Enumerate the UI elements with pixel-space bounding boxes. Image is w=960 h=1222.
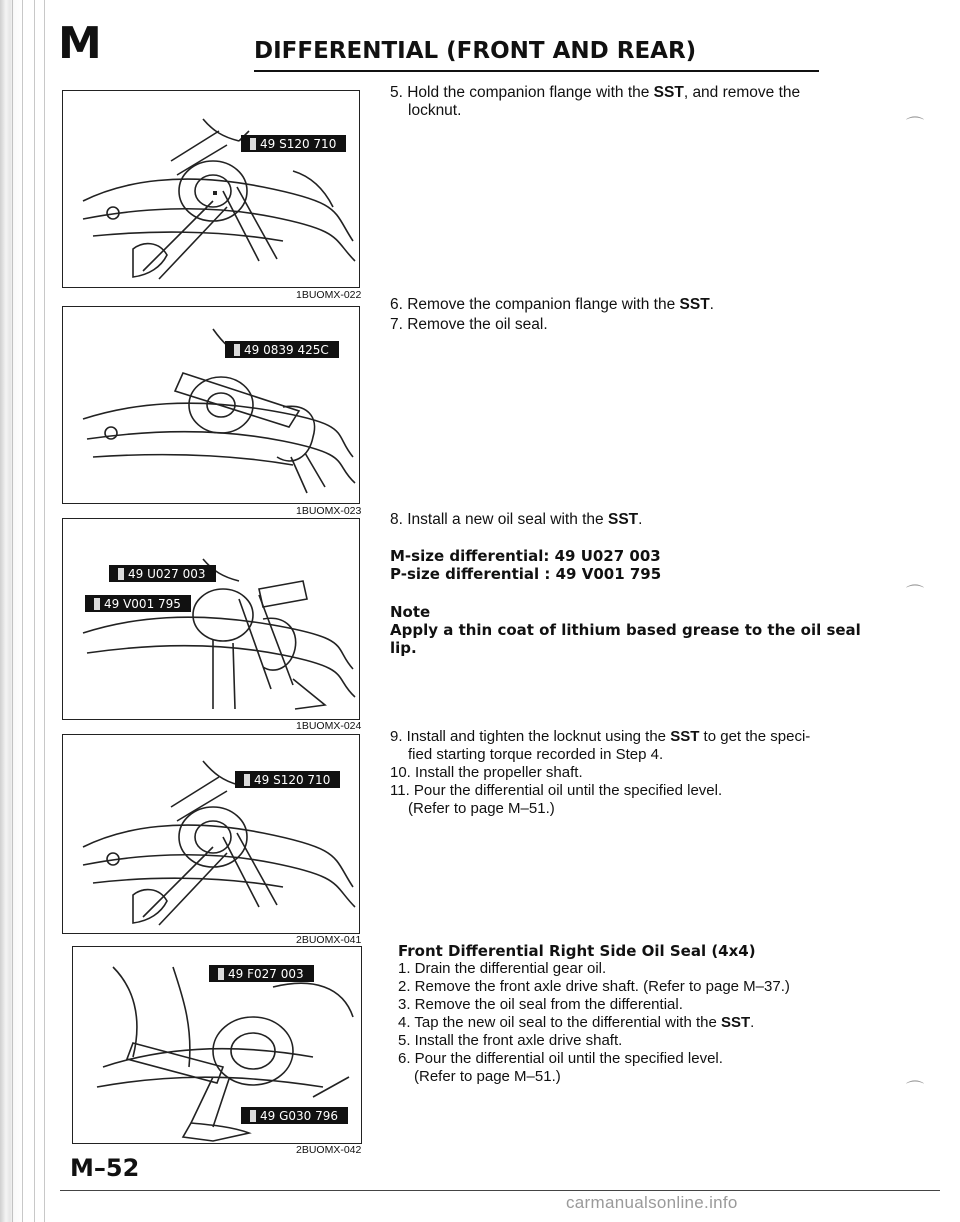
locknut-tightening-illustration [63,735,359,933]
note-label: Note [390,603,431,621]
sst-tag: 49 S120 710 [235,771,340,788]
page-title: DIFFERENTIAL (FRONT AND REAR) [254,38,697,64]
margin-mark: ⌒ [906,1080,924,1100]
binding-line [12,0,13,1222]
binding-line [34,0,35,1222]
step-8: 8. Install a new oil seal with the SST. M-size differential: 49 U027 003 P-size differential : 49 V001 795 Note Apply a thin coat of lithium based grease to the oil seal lip. [390,511,861,657]
figure-companion-flange-locknut [62,90,360,288]
figure-code: 2BUOMX-042 [296,1144,362,1156]
flange-remover-illustration [63,307,359,503]
section-letter: M [58,18,100,69]
m-size-tool: M-size differential: 49 U027 003 [390,547,661,565]
sst-tag: 49 S120 710 [241,135,346,152]
watermark: carmanualsonline.info [566,1193,738,1212]
page-number: M–52 [70,1154,140,1182]
figure-front-oil-seal [72,946,362,1144]
figure-companion-flange-remover [62,306,360,504]
title-rule [254,70,819,72]
binding-line [22,0,23,1222]
note-text: lip. [390,639,417,657]
binding-line [44,0,45,1222]
sst-tag: 49 V001 795 [85,595,191,612]
sst-tag: 49 F027 003 [209,965,314,982]
sst-tag: 49 G030 796 [241,1107,348,1124]
figure-code: 2BUOMX-041 [296,934,362,946]
flange-holder-illustration [63,91,359,287]
oil-seal-installer-illustration [63,519,359,719]
p-size-tool: P-size differential : 49 V001 795 [390,565,662,583]
sst-tag: 49 0839 425C [225,341,339,358]
sst-tag: 49 U027 003 [109,565,216,582]
figure-code: 1BUOMX-023 [296,505,362,517]
front-differential-section: Front Differential Right Side Oil Seal (4x4) 1. Drain the differential gear oil. 2. Remove the front axle drive shaft. (Refer to page M–37.) 3. Remove the oil seal from the differential. 4. Tap the new oil seal to the differential with the SST. 5. Install the front axle drive shaft. 6. Pour the differential oil until the specified level. (Refer to page M–51.) [398,942,790,1085]
margin-mark: ⌒ [906,116,924,136]
footer-rule [60,1190,940,1191]
section-heading: Front Differential Right Side Oil Seal (4x4) [398,942,756,960]
margin-mark: ⌒ [906,584,924,604]
figure-install-oil-seal [62,518,360,720]
figure-code: 1BUOMX-024 [296,720,362,732]
steps-9-11: 9. Install and tighten the locknut using the SST to get the speci- fied starting torque recorded in Step 4. 10. Install the propeller shaft. 11. Pour the differential oil until the specified level. (Refer to page M–51.) [390,728,811,817]
steps-6-7: 6. Remove the companion flange with the SST. 7. Remove the oil seal. [390,296,714,333]
step-5: 5. Hold the companion flange with the SST, and remove the locknut. [390,84,801,119]
figure-code: 1BUOMX-022 [296,289,362,301]
figure-tighten-locknut [62,734,360,934]
note-text: Apply a thin coat of lithium based grease to the oil seal [390,621,861,639]
